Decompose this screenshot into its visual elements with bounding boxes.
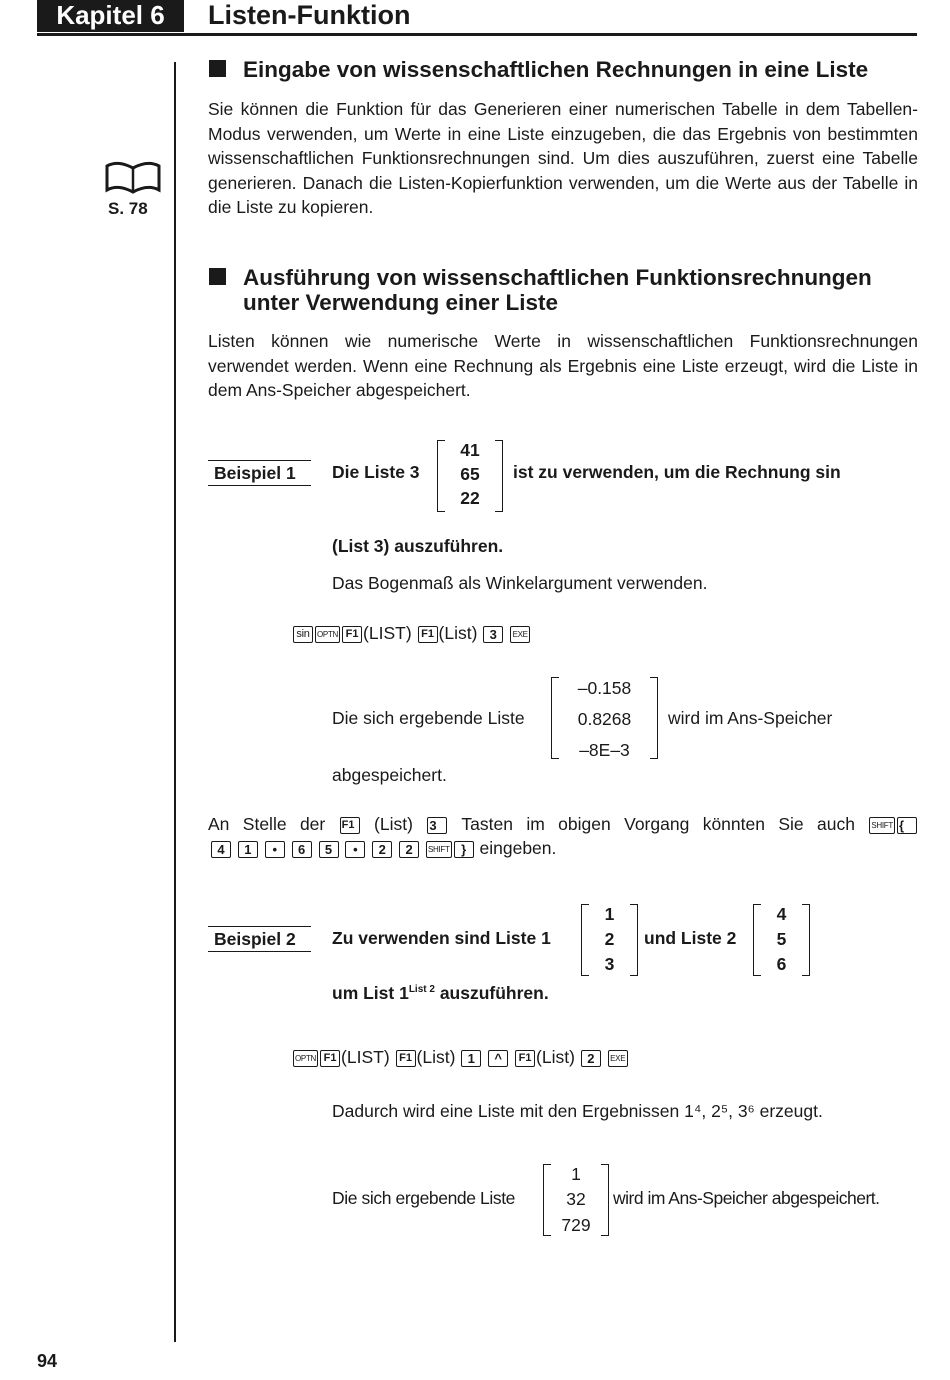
example-1-text-after: ist zu verwenden, um die Rechnung sin: [513, 462, 841, 482]
alt-text-line1: [208, 812, 918, 836]
section-bullet: [209, 268, 226, 285]
page-reference: S. 78: [108, 199, 148, 218]
key-caption: (List): [416, 1047, 456, 1067]
example-1-note: Das Bogenmaß als Winkelargument verwenden.: [332, 573, 708, 593]
matrix-value: 65: [460, 464, 480, 484]
six-key[interactable]: 6: [292, 841, 312, 858]
shift-key[interactable]: SHIFT: [426, 841, 452, 858]
example-1-label: Beispiel 1: [208, 460, 311, 486]
brace-open-key[interactable]: {: [897, 817, 917, 834]
page-title: Listen-Funktion: [208, 0, 411, 30]
f1-key[interactable]: F1: [396, 1050, 416, 1067]
matrix-value: 32: [566, 1189, 586, 1209]
f1-key[interactable]: F1: [320, 1050, 340, 1067]
section-1-body: Sie können die Funktion für das Generieren einer numerischen Tabelle in dem Tabellen-Modus verwenden, um Werte in eine Liste einzugeben, die das Ergebnis von bestimmten wissenschaftlichen Funktionsrechnungen sind. Um dies auszuführen, zuerst eine Tabelle generieren. Danach die Listen-Kopierfunktion verwenden, um die Werte aus der Tabelle in die Liste zu kopieren.: [208, 99, 918, 217]
alt-text: Tasten im obigen Vorgang könnten Sie auch: [461, 814, 855, 834]
alt-text-end: eingeben.: [479, 838, 557, 858]
exe-key[interactable]: EXE: [608, 1050, 628, 1067]
list-3-matrix: [437, 440, 503, 512]
five-key[interactable]: 5: [319, 841, 339, 858]
formula-text: auszuführen.: [434, 983, 549, 1003]
alt-text-line2: [210, 836, 556, 860]
example-1-text-line2: (List 3) auszuführen.: [332, 536, 504, 556]
formula-text: um List 1: [332, 983, 409, 1003]
matrix-value: 729: [561, 1215, 591, 1235]
result-2-text: Die sich ergebende Liste: [332, 1188, 516, 1208]
example-2-keystrokes: [292, 1045, 629, 1069]
header-rule: [37, 33, 917, 36]
alt-text: An Stelle der: [208, 814, 326, 834]
matrix-value: 1: [604, 904, 615, 924]
list-2-matrix: [753, 904, 810, 976]
margin-rule: [174, 62, 176, 1342]
matrix-value: 41: [460, 440, 480, 460]
example-2-label: Beispiel 2: [208, 926, 311, 952]
matrix-value: –0.158: [577, 678, 632, 698]
alt-text: (List): [374, 814, 413, 834]
section-bullet: [209, 60, 226, 77]
f1-key[interactable]: F1: [340, 817, 360, 834]
book-icon: [104, 160, 162, 198]
three-key[interactable]: 3: [483, 626, 503, 643]
section-heading-2-line1: Ausführung von wissenschaftlichen Funktionsrechnungen: [243, 265, 872, 290]
comma-key[interactable]: •: [265, 841, 285, 858]
matrix-value: 22: [460, 488, 480, 508]
matrix-value: –8E–3: [579, 740, 630, 760]
matrix-value: 6: [776, 954, 787, 974]
key-caption: (List): [536, 1047, 575, 1067]
exe-key[interactable]: EXE: [510, 626, 530, 643]
two-key[interactable]: 2: [372, 841, 392, 858]
list-1-matrix: [581, 904, 638, 976]
chapter-label: Kapitel 6: [37, 0, 184, 32]
matrix-value: 4: [776, 904, 787, 924]
result-1-text: Die sich ergebende Liste: [332, 708, 525, 728]
power-key[interactable]: ^: [488, 1050, 508, 1067]
two-key[interactable]: 2: [581, 1050, 601, 1067]
key-caption: (LIST): [363, 623, 412, 643]
matrix-value: 2: [604, 929, 615, 949]
page-number: 94: [37, 1351, 58, 1371]
comma-key[interactable]: •: [345, 841, 365, 858]
section-2-body: Listen können wie numerische Werte in wissenschaftlichen Funktionsrechnungen verwendet werden. Wenn eine Rechnung als Ergebnis eine Liste erzeugt, wird die Liste in dem Ans-Speicher abgespeichert.: [208, 331, 918, 400]
f1-key[interactable]: F1: [342, 626, 362, 643]
three-key[interactable]: 3: [427, 817, 447, 834]
matrix-value: 5: [776, 929, 787, 949]
result-1-text-after: wird im Ans-Speicher: [668, 708, 833, 728]
result-1-text-line2: abgespeichert.: [332, 765, 447, 785]
formula-superscript: List 2: [408, 984, 435, 996]
f1-key[interactable]: F1: [515, 1050, 535, 1067]
example-1-text: Die Liste 3: [332, 462, 420, 482]
result-2-text-after: wird im Ans-Speicher abgespeichert.: [613, 1188, 880, 1208]
example-2-text: Zu verwenden sind Liste 1: [332, 928, 551, 948]
section-heading-1: Eingabe von wissenschaftlichen Rechnungen in eine Liste: [243, 57, 869, 82]
optn-key[interactable]: OPTN: [315, 626, 340, 643]
four-key[interactable]: 4: [211, 841, 231, 858]
example-2-text-line2: [332, 983, 549, 1004]
optn-key[interactable]: OPTN: [293, 1050, 318, 1067]
sin-key[interactable]: sin: [293, 626, 313, 643]
matrix-value: 1: [571, 1164, 581, 1184]
f1-key[interactable]: F1: [418, 626, 438, 643]
two-key[interactable]: 2: [399, 841, 419, 858]
key-caption: (List): [438, 623, 478, 643]
result-2-matrix: [543, 1164, 609, 1236]
one-key[interactable]: 1: [461, 1050, 481, 1067]
shift-key[interactable]: SHIFT: [869, 817, 895, 834]
brace-close-key[interactable]: }: [454, 841, 474, 858]
result-1-matrix: [551, 677, 658, 759]
matrix-value: 0.8268: [577, 709, 632, 729]
key-caption: (LIST): [341, 1047, 390, 1067]
example-2-explanation: Dadurch wird eine Liste mit den Ergebnissen 1⁴, 2⁵, 3⁶ erzeugt.: [332, 1101, 823, 1121]
one-key[interactable]: 1: [238, 841, 258, 858]
matrix-value: 3: [604, 954, 615, 974]
example-2-text-mid: und Liste 2: [644, 928, 737, 948]
example-1-keystrokes: [292, 621, 531, 645]
section-heading-2-line2: unter Verwendung einer Liste: [243, 290, 559, 315]
